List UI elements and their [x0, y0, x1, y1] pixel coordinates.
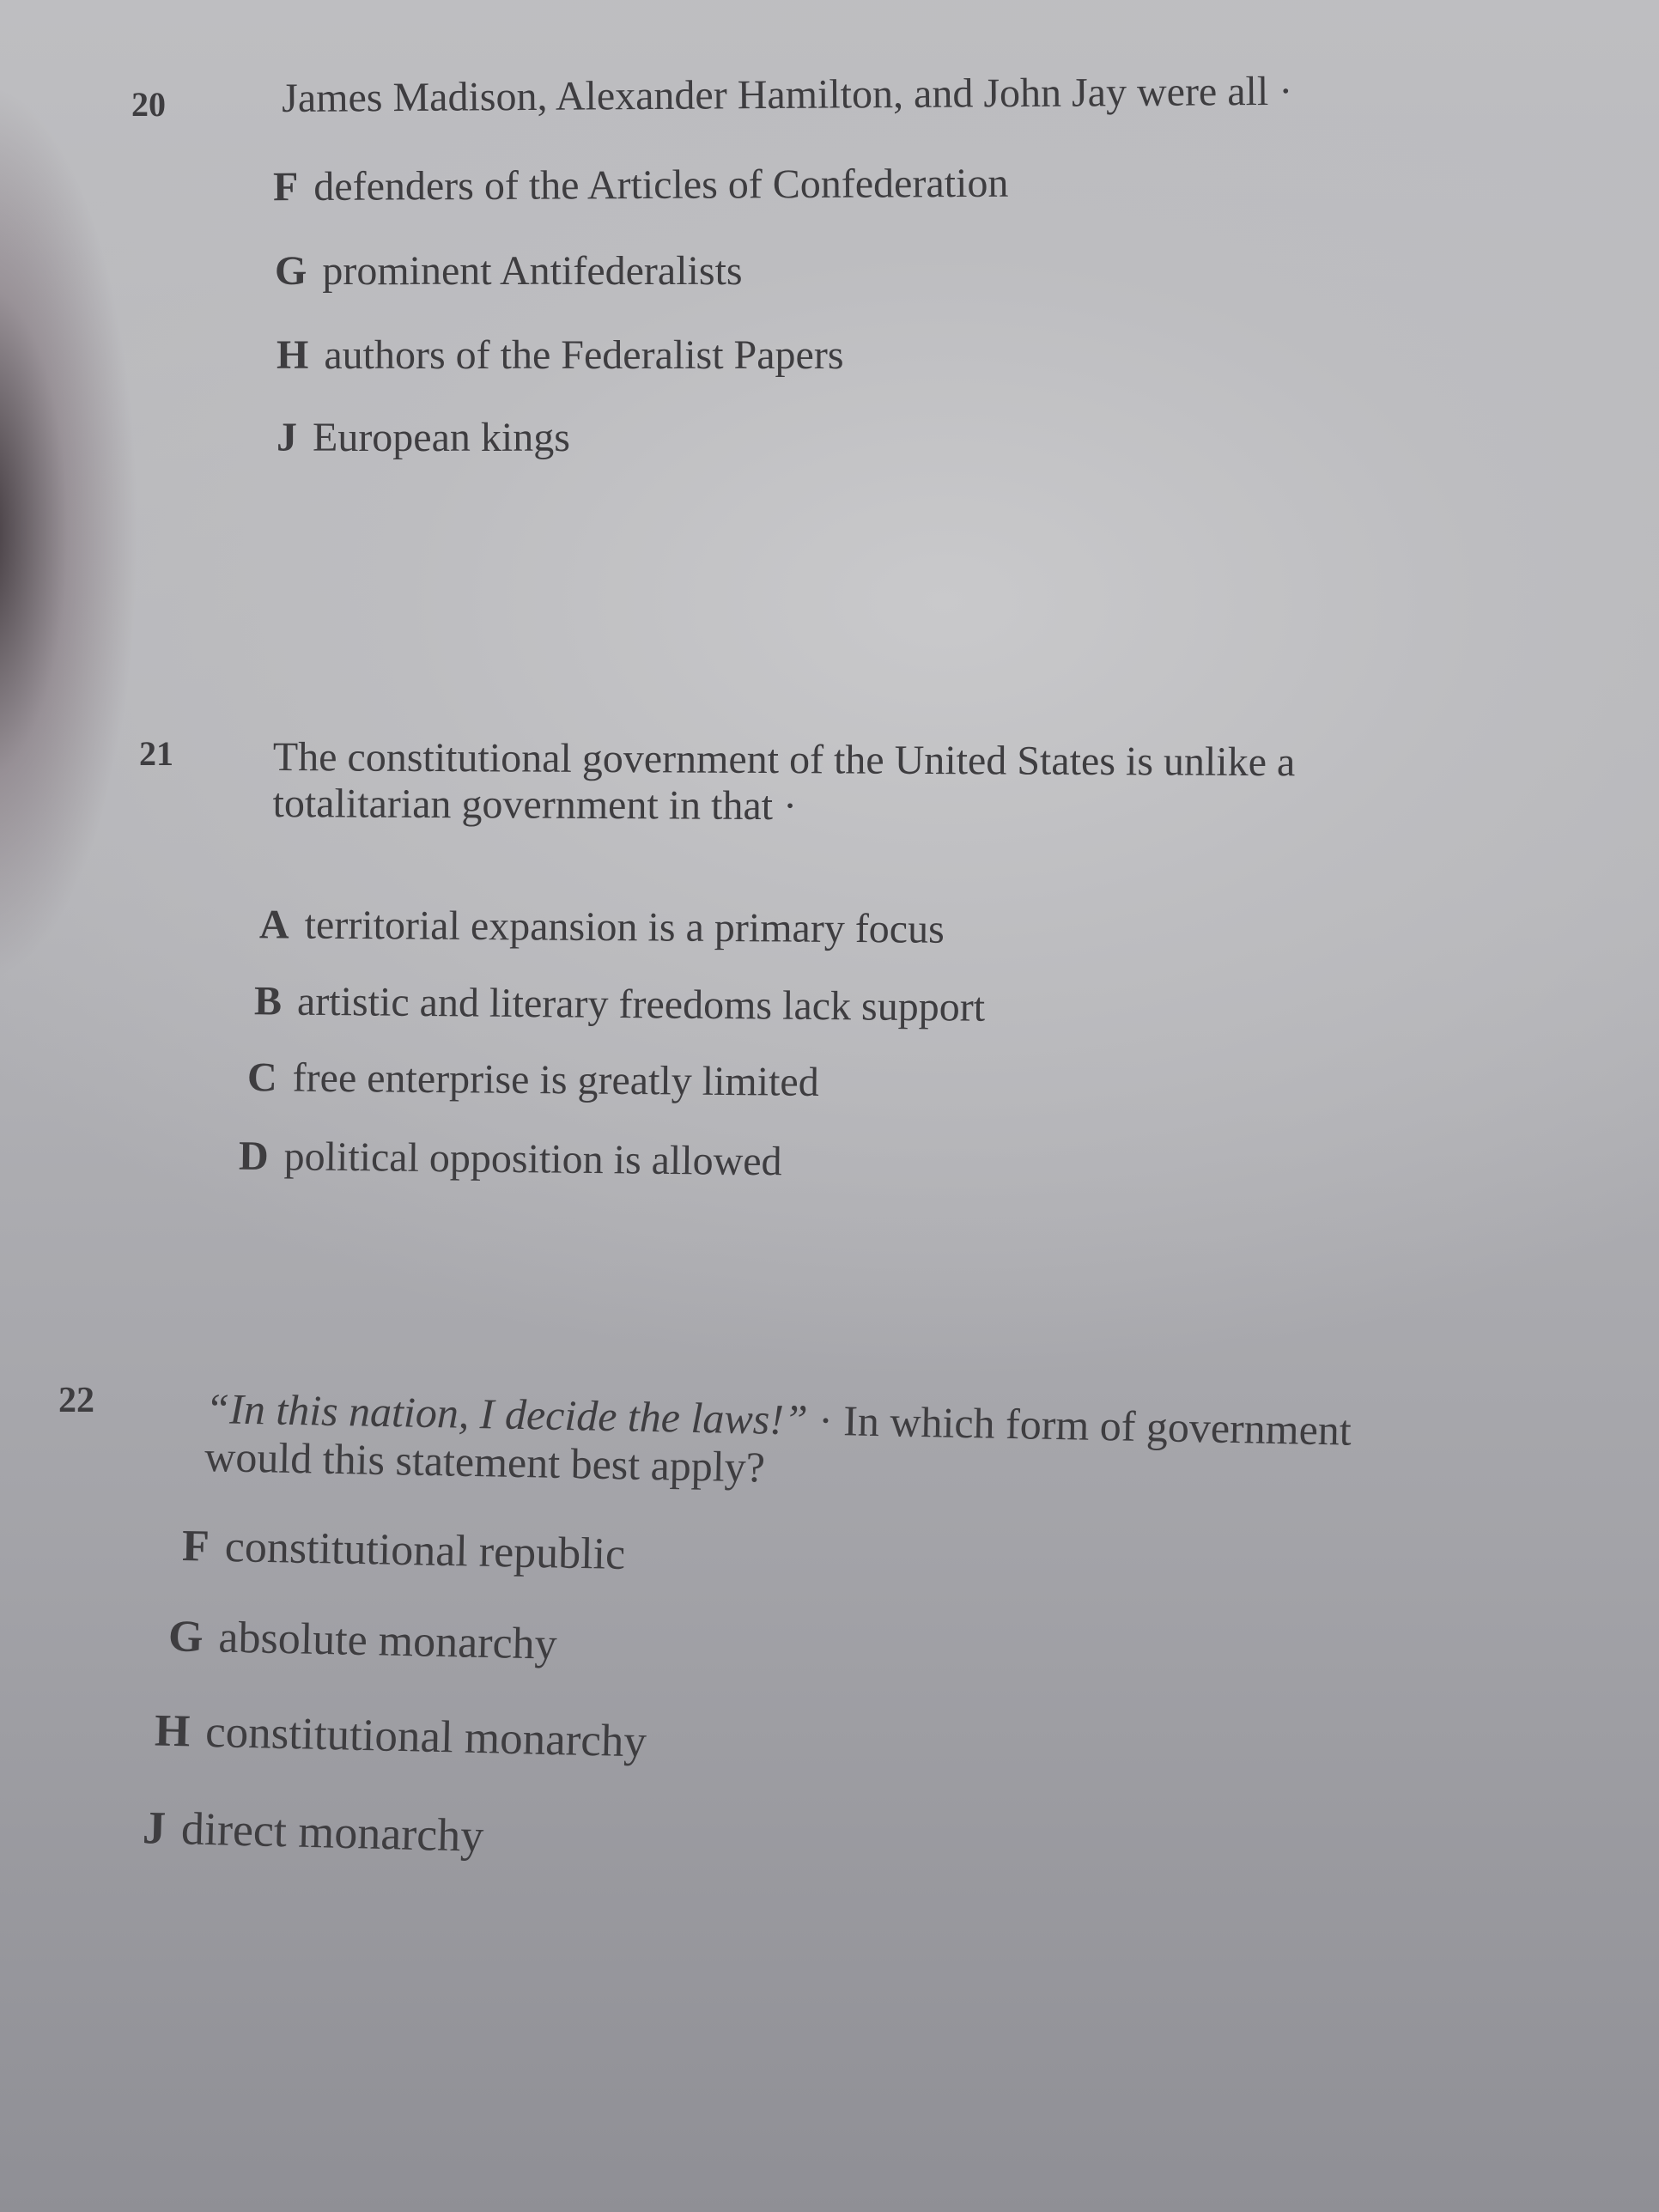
answer-choice-c[interactable]: [246, 1054, 819, 1105]
answer-choice-a[interactable]: [259, 904, 945, 951]
choice-text: European kings: [313, 415, 570, 460]
choice-text: territorial expansion is a primary focus: [304, 902, 945, 952]
question-number: 21: [139, 734, 173, 773]
choice-letter: D: [238, 1133, 269, 1180]
question-stem-line-2: totalitarian government in that ·: [272, 780, 798, 830]
choice-text: constitutional republic: [224, 1522, 626, 1579]
choice-text: direct monarchy: [180, 1802, 485, 1862]
answer-choice-h[interactable]: [276, 332, 844, 378]
answer-choice-f[interactable]: [182, 1524, 626, 1577]
choice-text: free enterprise is greatly limited: [292, 1054, 819, 1105]
answer-choice-j[interactable]: [142, 1802, 485, 1862]
answer-choice-j[interactable]: [276, 417, 570, 459]
quoted-statement: “In this nation, I decide the laws!”: [204, 1384, 809, 1444]
choice-letter: H: [276, 332, 309, 378]
question-stem-line-2: would this statement best apply?: [204, 1431, 766, 1492]
question-stem-line-1: The constitutional government of the United States is unlike a: [272, 734, 1296, 786]
choice-letter: G: [167, 1612, 204, 1662]
choice-letter: A: [258, 902, 289, 948]
question-stem: James Madison, Alexander Hamilton, and John Jay were all ·: [282, 68, 1293, 121]
choice-letter: G: [275, 248, 307, 294]
choice-letter: F: [181, 1522, 210, 1571]
choice-letter: J: [142, 1802, 167, 1854]
answer-choice-g[interactable]: [275, 248, 743, 294]
choice-letter: J: [276, 415, 297, 460]
choice-text: defenders of the Articles of Confederation: [313, 160, 1009, 210]
answer-choice-d[interactable]: [238, 1133, 782, 1185]
choice-letter: H: [154, 1705, 191, 1757]
choice-letter: F: [272, 164, 299, 210]
answer-choice-g[interactable]: [168, 1614, 558, 1667]
choice-letter: C: [246, 1054, 277, 1101]
question-stem: [272, 734, 1295, 832]
choice-text: prominent Antifederalists: [322, 248, 743, 294]
choice-text: authors of the Federalist Papers: [324, 332, 844, 378]
answer-choice-f[interactable]: [272, 160, 1009, 210]
choice-letter: B: [253, 978, 283, 1024]
choice-text: artistic and literary freedoms lack support: [296, 978, 986, 1030]
question-stem: [204, 1384, 1352, 1503]
choice-text: political opposition is allowed: [283, 1133, 782, 1185]
question-stem-rest: · In which form of government: [807, 1395, 1352, 1455]
choice-text: absolute monarchy: [217, 1613, 558, 1669]
answer-choice-h[interactable]: [154, 1705, 647, 1767]
question-number: 22: [58, 1381, 94, 1420]
answer-choice-b[interactable]: [253, 978, 986, 1030]
choice-text: constitutional monarchy: [204, 1706, 647, 1767]
question-number: 20: [131, 85, 166, 124]
